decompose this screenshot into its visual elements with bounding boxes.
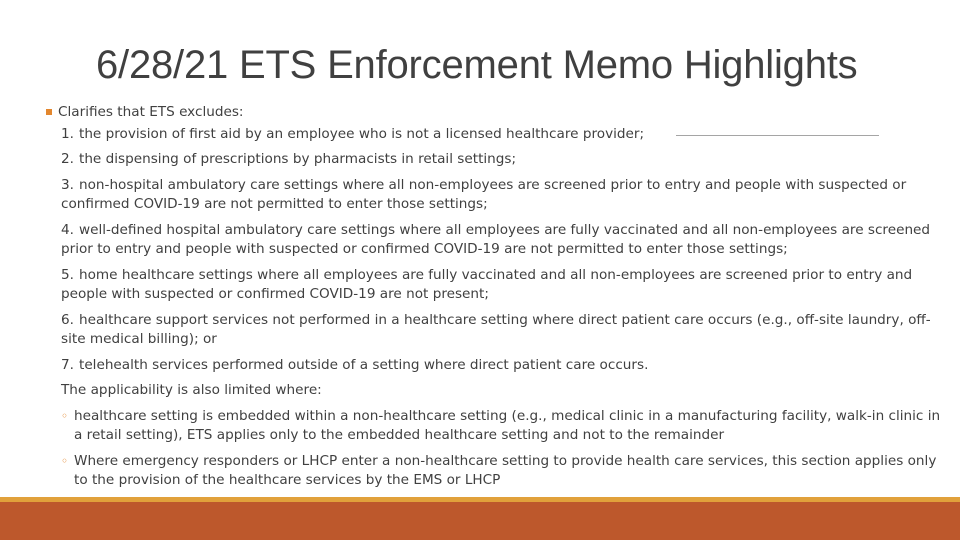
item-text: the dispensing of prescriptions by pharmacists in retail settings;	[78, 151, 517, 167]
ring-bullet-icon: ◦	[61, 408, 69, 423]
lead-bullet	[46, 103, 944, 123]
footer-band	[0, 497, 960, 540]
item-text: non-hospital ambulatory care settings where all non-employees are screened prior to entry and people with suspected or confirmed COVID-19 are not permitted to enter those settings;	[61, 176, 907, 212]
exclusion-item-6	[61, 311, 944, 350]
item-number: 7.	[61, 356, 74, 373]
item-text: telehealth services performed outside of a setting where direct patient care occurs.	[78, 356, 649, 373]
limitation-item-1	[61, 407, 944, 446]
item-number: 3.	[61, 176, 74, 193]
exclusion-item-7	[61, 356, 944, 376]
limitation-item-2	[61, 452, 944, 491]
sub-item-text: healthcare setting is embedded within a non-healthcare setting (e.g., medical clinic in a manufacturing facility, walk-in clinic in a retail setting), ETS applies only to the embedded healthcare setting and not to the remainder	[74, 407, 941, 443]
item-text: healthcare support services not performed in a healthcare setting where direct patient care occurs (e.g., off-site laundry, off-site medical billing); or	[61, 311, 931, 347]
item-text: the provision of first aid by an employee who is not a licensed healthcare provider;	[78, 125, 645, 142]
exclusion-item-2	[61, 150, 944, 170]
slide-body	[46, 103, 944, 497]
slide-title: 6/28/21 ETS Enforcement Memo Highlights	[96, 43, 858, 87]
item-number: 4.	[61, 221, 74, 238]
item-text: home healthcare settings where all employees are fully vaccinated and all non-employees are screened prior to entry and people with suspected or confirmed COVID-19 are not present;	[61, 266, 913, 302]
item-number: 2.	[61, 151, 74, 167]
exclusion-item-1	[61, 125, 944, 145]
sub-item-text: Where emergency responders or LHCP enter a non-healthcare setting to provide health care services, this section applies only to the provision of the healthcare services by the EMS or LHCP	[74, 452, 937, 488]
exclusion-item-3	[61, 176, 944, 215]
item-number: 5.	[61, 266, 74, 283]
item-number: 1.	[61, 125, 74, 142]
item-number: 6.	[61, 311, 74, 328]
item-text: well-defined hospital ambulatory care settings where all employees are fully vaccinated and all non-employees are screened prior to entry and people with suspected or confirmed COVID-19 are not permitted to enter those settings;	[61, 221, 931, 257]
ring-bullet-icon: ◦	[61, 453, 69, 468]
applicability-note: The applicability is also limited where:	[61, 382, 322, 398]
exclusion-item-4	[61, 221, 944, 260]
exclusion-item-5	[61, 266, 944, 305]
lead-text: Clarifies that ETS excludes:	[58, 104, 244, 120]
square-bullet-icon	[46, 109, 52, 115]
